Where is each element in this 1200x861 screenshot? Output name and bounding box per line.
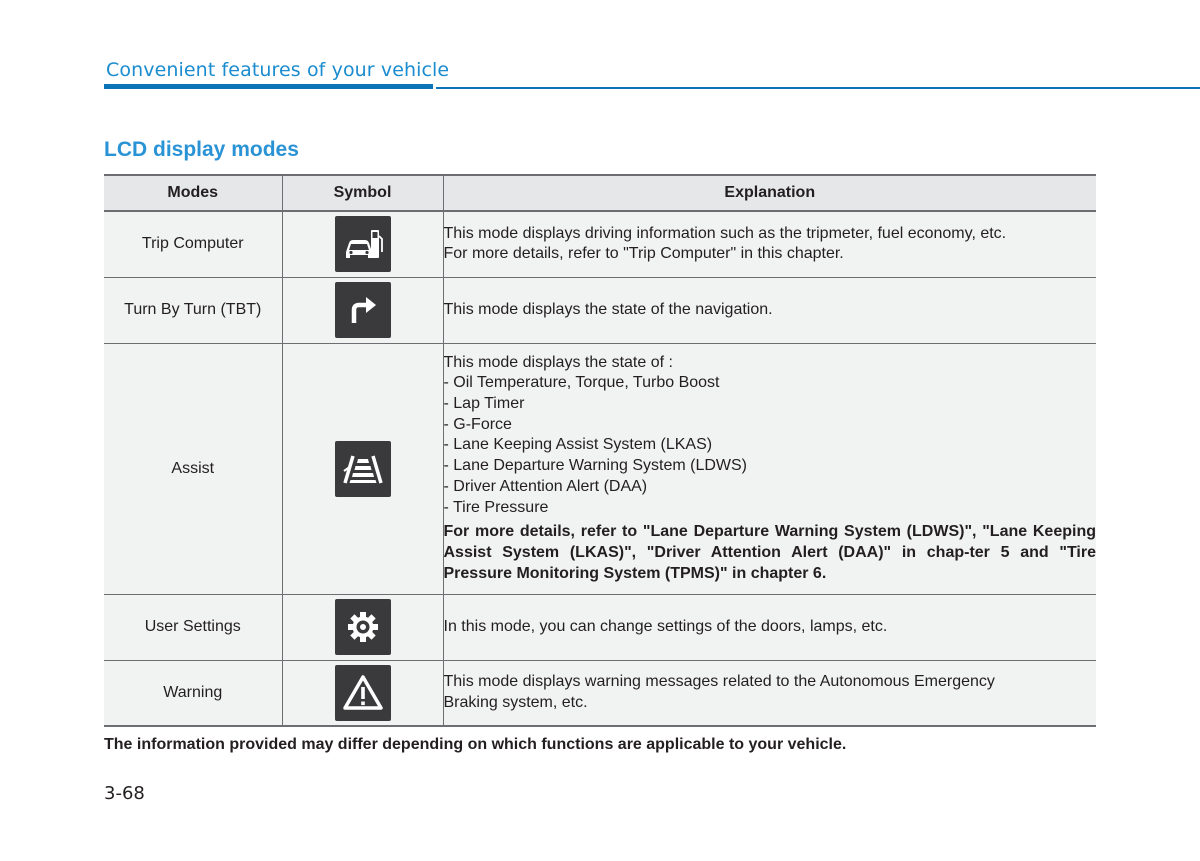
symbol-cell [282,277,443,343]
gear-icon [335,599,391,655]
reference-note: For more details, refer to "Lane Departure Warning System (LDWS)", "Lane Keeping Assist System (LKAS)", "Driver Attention Alert (DAA)" in chap-ter 5 and "Tire Pressure Monitoring System (TPMS)" in chapter 6. [443,523,1096,582]
explanation-cell [443,660,1096,726]
column-header-modes: Modes [104,175,282,211]
column-header-explanation: Explanation [443,175,1096,211]
header-rule-thick [104,84,433,89]
table-row [104,211,1096,277]
page-number: 3-68 [104,783,145,804]
mode-name: Turn By Turn (TBT) [104,277,282,343]
explanation-line: This mode displays warning messages related to the Autonomous Emergency [443,673,995,691]
symbol-cell [282,660,443,726]
table-header-row [104,175,1096,211]
explanation-line: For more details, refer to "Trip Computer" in this chapter. [443,245,844,263]
explanation-cell [443,343,1096,594]
explanation-line: - G-Force [443,415,512,433]
column-header-symbol: Symbol [282,175,443,211]
explanation-cell [443,277,1096,343]
page-title: LCD display modes [104,138,299,161]
mode-name: User Settings [104,594,282,660]
symbol-cell [282,343,443,594]
table-row [104,277,1096,343]
warning-triangle-icon [335,665,391,721]
explanation-line: This mode displays driving information such as the tripmeter, fuel economy, etc. [443,224,1007,242]
turn-arrow-icon [335,282,391,338]
header-rule-thin [436,87,1200,89]
trip-computer-icon [335,216,391,272]
explanation-cell [443,594,1096,660]
explanation-line: In this mode, you can change settings of the doors, lamps, etc. [443,617,888,635]
explanation-line: - Lane Departure Warning System (LDWS) [443,457,748,475]
explanation-line: - Driver Attention Alert (DAA) [443,477,648,495]
mode-name: Warning [104,660,282,726]
mode-name: Trip Computer [104,211,282,277]
symbol-cell [282,211,443,277]
symbol-cell [282,594,443,660]
explanation-cell [443,211,1096,277]
lane-assist-icon [335,441,391,497]
explanation-line: This mode displays the state of the navigation. [443,300,773,318]
table-row [104,660,1096,726]
explanation-line: - Lap Timer [443,395,525,413]
explanation-line: This mode displays the state of : [443,353,673,371]
table-row [104,594,1096,660]
mode-name: Assist [104,343,282,594]
explanation-line: - Tire Pressure [443,498,549,516]
lcd-modes-table [104,174,1096,727]
applicability-footnote: The information provided may differ depending on which functions are applicable to your vehicle. [104,736,847,753]
explanation-line: - Oil Temperature, Torque, Turbo Boost [443,374,720,392]
explanation-line: - Lane Keeping Assist System (LKAS) [443,436,713,454]
explanation-line: Braking system, etc. [443,693,588,711]
table-row [104,343,1096,594]
chapter-header-title: Convenient features of your vehicle [106,59,450,81]
